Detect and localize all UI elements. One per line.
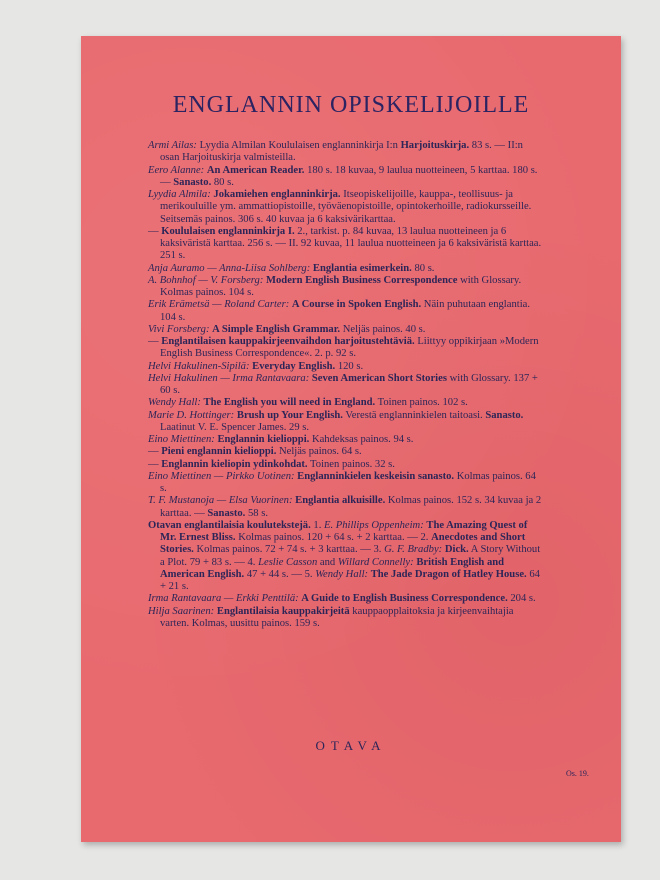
entry-author: Eero Alanne: <box>148 164 205 176</box>
book-entry <box>148 434 543 446</box>
entry-book-title: Englantia esimerkein. <box>312 262 412 274</box>
book-entry <box>148 226 543 263</box>
entry-author: Wendy Hall: <box>315 568 369 580</box>
catalog-code: Os. 19. <box>566 769 589 778</box>
entry-book-title: Sanasto. <box>207 507 246 519</box>
cover-title: ENGLANNIN OPISKELIJOILLE <box>172 92 530 118</box>
entry-text: with Glossary. Kolmas painos. 104 s. <box>160 274 522 298</box>
book-entry <box>148 410 543 435</box>
book-entry <box>148 471 543 496</box>
entry-book-title: Koululaisen englanninkirja I. <box>161 225 295 237</box>
entry-author: Eino Miettinen — Pirkko Uotinen: <box>148 470 295 482</box>
entry-author: Eino Miettinen: <box>148 434 215 445</box>
entry-text: Liittyy oppikirjaan »Modern English Business Correspondence«. 2. p. 92 s. <box>160 336 539 360</box>
entry-author: Anja Auramo — Anna-Liisa Sohlberg: <box>148 262 311 274</box>
entry-text: with Glossary. 137 + 60 s. <box>160 372 538 396</box>
book-entry <box>148 336 543 361</box>
entry-book-title: Englanninkielen keskeisin sanasto. <box>297 470 455 482</box>
book-back-cover <box>81 36 621 842</box>
entry-book-title: Pieni englannin kielioppi. <box>161 446 277 458</box>
entry-text: Kolmas painos. 120 + 64 s. + 2 karttaa. — 2. <box>235 532 432 543</box>
entry-text: Näin puhutaan englantia. 104 s. <box>160 299 530 323</box>
entry-book-title: Modern English Business Correspondence <box>266 274 458 286</box>
entry-text: Neljäs painos. 40 s. <box>340 323 426 335</box>
entry-book-title: Sanasto. <box>485 409 524 421</box>
entry-author: Hilja Saarinen: <box>148 605 215 617</box>
book-entry <box>148 459 543 471</box>
entry-author: Erik Erämetsä — Roland Carter: <box>148 299 290 311</box>
book-list <box>148 140 543 630</box>
entry-book-title: A Guide to English Business Correspondence. <box>301 593 508 605</box>
entry-book-title: Jokamiehen englanninkirja. <box>213 189 341 200</box>
entry-text: Kahdeksas painos. 94 s. <box>309 434 414 445</box>
entry-text: 83 s. — II:n osan Harjoituskirja valmisteilla. <box>160 140 523 164</box>
entry-author: E. Phillips Oppenheim: <box>324 519 424 531</box>
book-entry <box>148 606 543 631</box>
book-entry <box>148 373 543 398</box>
book-entry <box>148 397 543 409</box>
entry-book-title: Otavan englantilaisia koulutekstejä. <box>148 519 311 531</box>
book-entry <box>148 165 543 190</box>
entry-text: 58 s. <box>245 507 269 519</box>
entry-text: and <box>317 556 338 568</box>
entry-text: Lyydia Almilan Koululaisen englanninkirja I:n <box>196 140 401 151</box>
entry-text: Verestä englanninkielen taitoasi. <box>342 409 486 421</box>
entry-book-title: The English you will need in England. <box>203 397 376 409</box>
entry-author: Wendy Hall: <box>148 397 201 409</box>
entry-text: Toinen painos. 102 s. <box>375 397 468 409</box>
entry-book-title: Dick. <box>444 544 469 556</box>
entry-author: T. F. Mustanoja — Elsa Vuorinen: <box>148 495 293 507</box>
entry-text: 2., tarkist. p. 84 kuvaa, 13 laulua nuotteineen ja 6 kaksiväristä karttaa. 256 s. — II. 92 kuvaa, 11 laulua nuotteineen ja 6 kaksiväristä karttaa. 251 s. <box>160 225 542 262</box>
book-entry <box>148 263 543 275</box>
entry-author: Irma Rantavaara — Erkki Penttilä: <box>148 593 299 605</box>
entry-text: — <box>148 458 162 470</box>
entry-book-title: A Simple English Grammar. <box>212 323 341 335</box>
entry-text: A Story Without a Plot. 79 + 83 s. — 4. <box>160 544 541 568</box>
entry-book-title: Anecdotes and Short Stories. <box>160 532 526 556</box>
entry-book-title: Harjoituskirja. <box>400 140 470 151</box>
entry-text: Laatinut V. E. Spencer James. 29 s. <box>160 421 310 433</box>
entry-author: Helvi Hakulinen-Sipilä: <box>148 360 250 372</box>
entry-text: Kolmas painos. 72 + 74 s. + 3 karttaa. — 3. <box>193 544 385 556</box>
entry-book-title: The Jade Dragon of Hatley House. <box>370 568 527 580</box>
book-entry <box>148 446 543 458</box>
entry-text: 47 + 44 s. — 5. <box>244 568 316 580</box>
entry-book-title: A Course in Spoken English. <box>291 299 422 311</box>
entry-book-title: Everyday English. <box>252 360 336 372</box>
entry-author: Helvi Hakulinen — Irma Rantavaara: <box>148 372 310 384</box>
book-entry <box>148 140 543 165</box>
entry-book-title: British English and American English. <box>160 556 505 580</box>
entry-text: 80 s. <box>211 176 234 188</box>
entry-author: Leslie Casson <box>258 556 318 568</box>
entry-text: 180 s. 18 kuvaa, 9 laulua nuotteineen, 5 karttaa. 180 s. — <box>160 164 538 188</box>
entry-text: — <box>148 336 162 347</box>
entry-author: A. Bohnhof — V. Forsberg: <box>148 274 264 286</box>
entry-book-title: Englantia alkuisille. <box>295 495 386 507</box>
entry-author: Vivi Forsberg: <box>148 323 210 335</box>
book-entry <box>148 520 543 594</box>
entry-book-title: An American Reader. <box>206 164 305 176</box>
entry-text: 80 s. <box>411 262 435 274</box>
entry-text: Itseopiskelijoille, kauppa-, teollisuus- ja merikouluille ym. ammattiopistoille, työväenopistoille, opintokerhoille, radiokursseille. Seitsemäs painos. 306 s. 40 kuvaa ja 6 kaksivärikarttaa. <box>160 189 532 225</box>
entry-text: 204 s. <box>507 593 536 605</box>
publisher-name: OTAVA <box>315 738 387 753</box>
entry-author: Lyydia Almila: <box>148 189 211 200</box>
entry-text: Kolmas painos. 64 s. <box>160 470 536 494</box>
book-entry <box>148 361 543 373</box>
entry-text: — <box>148 225 162 237</box>
entry-text: Neljäs painos. 64 s. <box>276 446 362 458</box>
entry-text: 1. <box>310 519 324 531</box>
book-entry <box>148 299 543 324</box>
entry-text: — <box>148 446 162 458</box>
book-entry <box>148 324 543 336</box>
entry-text: kauppaopplaitoksia ja kirjeenvaihtajia varten. Kolmas, uusittu painos. 159 s. <box>160 605 514 629</box>
entry-book-title: Englannin kieliopin ydinkohdat. <box>161 458 308 470</box>
entry-text: Toinen painos. 32 s. <box>307 458 395 470</box>
entry-author: G. F. Bradby: <box>384 544 443 556</box>
entry-book-title: The Amazing Quest of Mr. Ernest Bliss. <box>160 519 528 543</box>
entry-book-title: Englannin kielioppi. <box>217 434 310 445</box>
book-entry <box>148 495 543 520</box>
book-entry <box>148 189 543 226</box>
entry-text: 120 s. <box>335 360 364 372</box>
entry-book-title: Brush up Your English. <box>236 409 343 421</box>
entry-book-title: Englantilaisia kauppakirjeitä <box>216 605 350 617</box>
entry-author: Willard Connelly: <box>337 556 414 568</box>
entry-text: 64 + 21 s. <box>160 568 540 592</box>
entry-text: Kolmas painos. 152 s. 34 kuvaa ja 2 karttaa. — <box>160 495 542 519</box>
entry-book-title: Seven American Short Stories <box>311 372 447 384</box>
entry-book-title: Sanasto. <box>173 176 212 188</box>
entry-book-title: Englantilaisen kauppakirjeenvaihdon harjoitustehtäviä. <box>161 336 415 347</box>
entry-author: Marie D. Hottinger: <box>148 409 235 421</box>
book-entry <box>148 275 543 300</box>
book-entry <box>148 593 543 605</box>
entry-author: Armi Ailas: <box>148 140 197 151</box>
